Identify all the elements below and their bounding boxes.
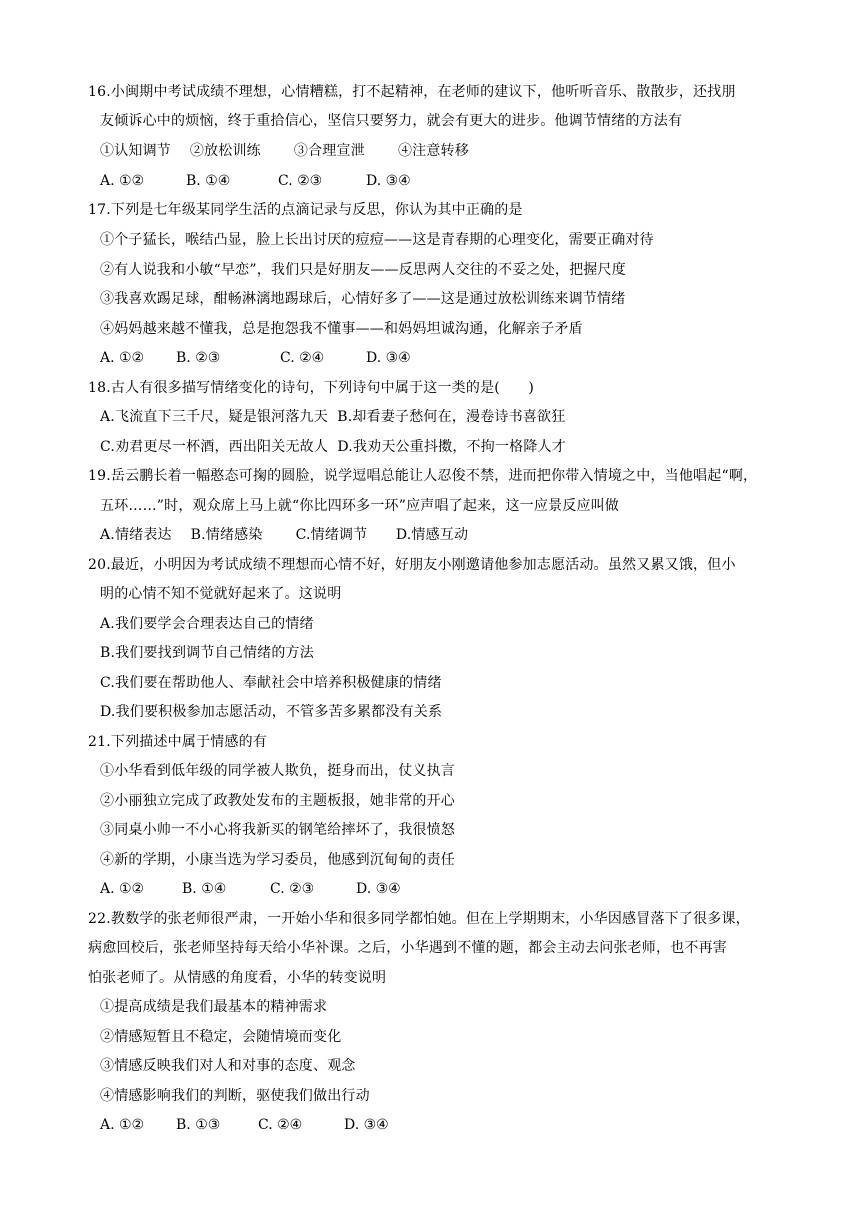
question-22-item-4: ④情感影响我们的判断，驱使我们做出行动	[100, 1088, 370, 1104]
question-22-item-1: ①提高成绩是我们最基本的精神需求	[100, 999, 328, 1015]
question-21-item-4: ④新的学期，小康当选为学习委员，他感到沉甸甸的责任	[100, 852, 455, 868]
question-20-option-a[interactable]: A.我们要学会合理表达自己的情绪	[100, 616, 314, 632]
question-20-option-d[interactable]: D.我们要积极参加志愿活动，不管多苦多累都没有关系	[100, 704, 443, 720]
question-17-option-d[interactable]: D. ③④	[366, 350, 411, 366]
question-17-item-4: ④妈妈越来越不懂我，总是抱怨我不懂事——和妈妈坦诚沟通，化解亲子矛盾	[100, 321, 583, 337]
question-22-item-3: ③情感反映我们对人和对事的态度、观念	[100, 1058, 356, 1074]
question-21-item-1: ①小华看到低年级的同学被人欺负，挺身而出，仗义执言	[100, 763, 455, 779]
question-20-stem-line-2: 明的心情不知不觉就好起来了。这说明	[100, 586, 342, 602]
question-17-option-c[interactable]: C. ②④	[280, 350, 325, 366]
question-18-options-cd[interactable]: C.劝君更尽一杯酒，西出阳关无故人 D.我劝天公重抖擞，不拘一格降人才	[100, 439, 566, 455]
question-21-option-b[interactable]: B. ①④	[182, 881, 227, 897]
question-19-stem-line-2: 五环……”时，观众席上马上就“你比四环多一环”应声唱了起来，这一应景反应叫做	[100, 498, 620, 514]
question-21-option-d[interactable]: D. ③④	[356, 881, 401, 897]
question-17-item-1: ①个子猛长，喉结凸显，脸上长出讨厌的痘痘——这是青春期的心理变化，需要正确对待	[100, 232, 654, 248]
question-21-item-2: ②小丽独立完成了政教处发布的主题板报，她非常的开心	[100, 793, 455, 809]
question-16-items: ①认知调节 ②放松训练 ③合理宣泄 ④注意转移	[100, 143, 469, 159]
question-22-option-d[interactable]: D. ③④	[344, 1117, 389, 1133]
question-21-stem: 21.下列描述中属于情感的有	[88, 734, 268, 750]
question-21-option-c[interactable]: C. ②③	[270, 881, 315, 897]
question-16-option-a[interactable]: A. ①②	[100, 173, 145, 189]
question-22-option-a[interactable]: A. ①②	[100, 1117, 145, 1133]
question-16-option-b[interactable]: B. ①④	[186, 173, 231, 189]
question-20-option-b[interactable]: B.我们要找到调节自己情绪的方法	[100, 645, 314, 661]
question-16-stem-line-2: 友倾诉心中的烦恼，终于重拾信心，坚信只要努力，就会有更大的进步。他调节情绪的方法有	[100, 113, 683, 129]
question-16-option-d[interactable]: D. ③④	[366, 173, 411, 189]
question-19-options[interactable]: A.情绪表达 B.情绪感染 C.情绪调节 D.情感互动	[100, 527, 469, 543]
question-18-options-ab[interactable]: A.飞流直下三千尺，疑是银河落九天 B.却看妻子愁何在，漫卷诗书喜欲狂	[100, 409, 566, 425]
question-19-stem-line-1: 19.岳云鹏长着一幅憨态可掬的圆脸，说学逗唱总能让人忍俊不禁，进而把你带入情境之中，当他唱起“啊，	[88, 468, 758, 484]
question-22-stem-line-2: 病愈回校后，张老师坚持每天给小华补课。之后，小华遇到不懂的题，都会主动去问张老师，也不再害	[88, 940, 727, 956]
question-22-option-c[interactable]: C. ②④	[258, 1117, 303, 1133]
question-17-stem: 17.下列是七年级某同学生活的点滴记录与反思，你认为其中正确的是	[88, 202, 523, 218]
question-16-stem-line-1: 16.小闽期中考试成绩不理想，心情糟糕，打不起精神，在老师的建议下，他听听音乐、散散步，还找朋	[88, 84, 736, 100]
question-17-option-b[interactable]: B. ②③	[176, 350, 221, 366]
question-22-item-2: ②情感短暂且不稳定，会随情境而变化	[100, 1029, 342, 1045]
question-22-stem-line-1: 22.教数学的张老师很严肃，一开始小华和很多同学都怕她。但在上学期期末，小华因感冒落下了很多课，	[88, 911, 750, 927]
question-20-stem-line-1: 20.最近，小明因为考试成绩不理想而心情不好，好朋友小刚邀请他参加志愿活动。虽然又累又饿，但小	[88, 557, 736, 573]
question-17-item-2: ②有人说我和小敏“早恋”，我们只是好朋友——反思两人交往的不妥之处，把握尺度	[100, 262, 626, 278]
question-20-option-c[interactable]: C.我们要在帮助他人、奉献社会中培养积极健康的情绪	[100, 675, 442, 691]
question-18-stem: 18.古人有很多描写情绪变化的诗句，下列诗句中属于这一类的是( )	[88, 380, 534, 396]
question-16-option-c[interactable]: C. ②③	[278, 173, 323, 189]
question-21-item-3: ③同桌小帅一不小心将我新买的钢笔给摔坏了，我很愤怒	[100, 822, 455, 838]
question-17-item-3: ③我喜欢踢足球，酣畅淋漓地踢球后，心情好多了——这是通过放松训练来调节情绪	[100, 291, 626, 307]
question-17-option-a[interactable]: A. ①②	[100, 350, 145, 366]
question-21-option-a[interactable]: A. ①②	[100, 881, 145, 897]
question-22-stem-line-3: 怕张老师了。从情感的角度看，小华的转变说明	[88, 970, 387, 986]
question-22-option-b[interactable]: B. ①③	[176, 1117, 221, 1133]
